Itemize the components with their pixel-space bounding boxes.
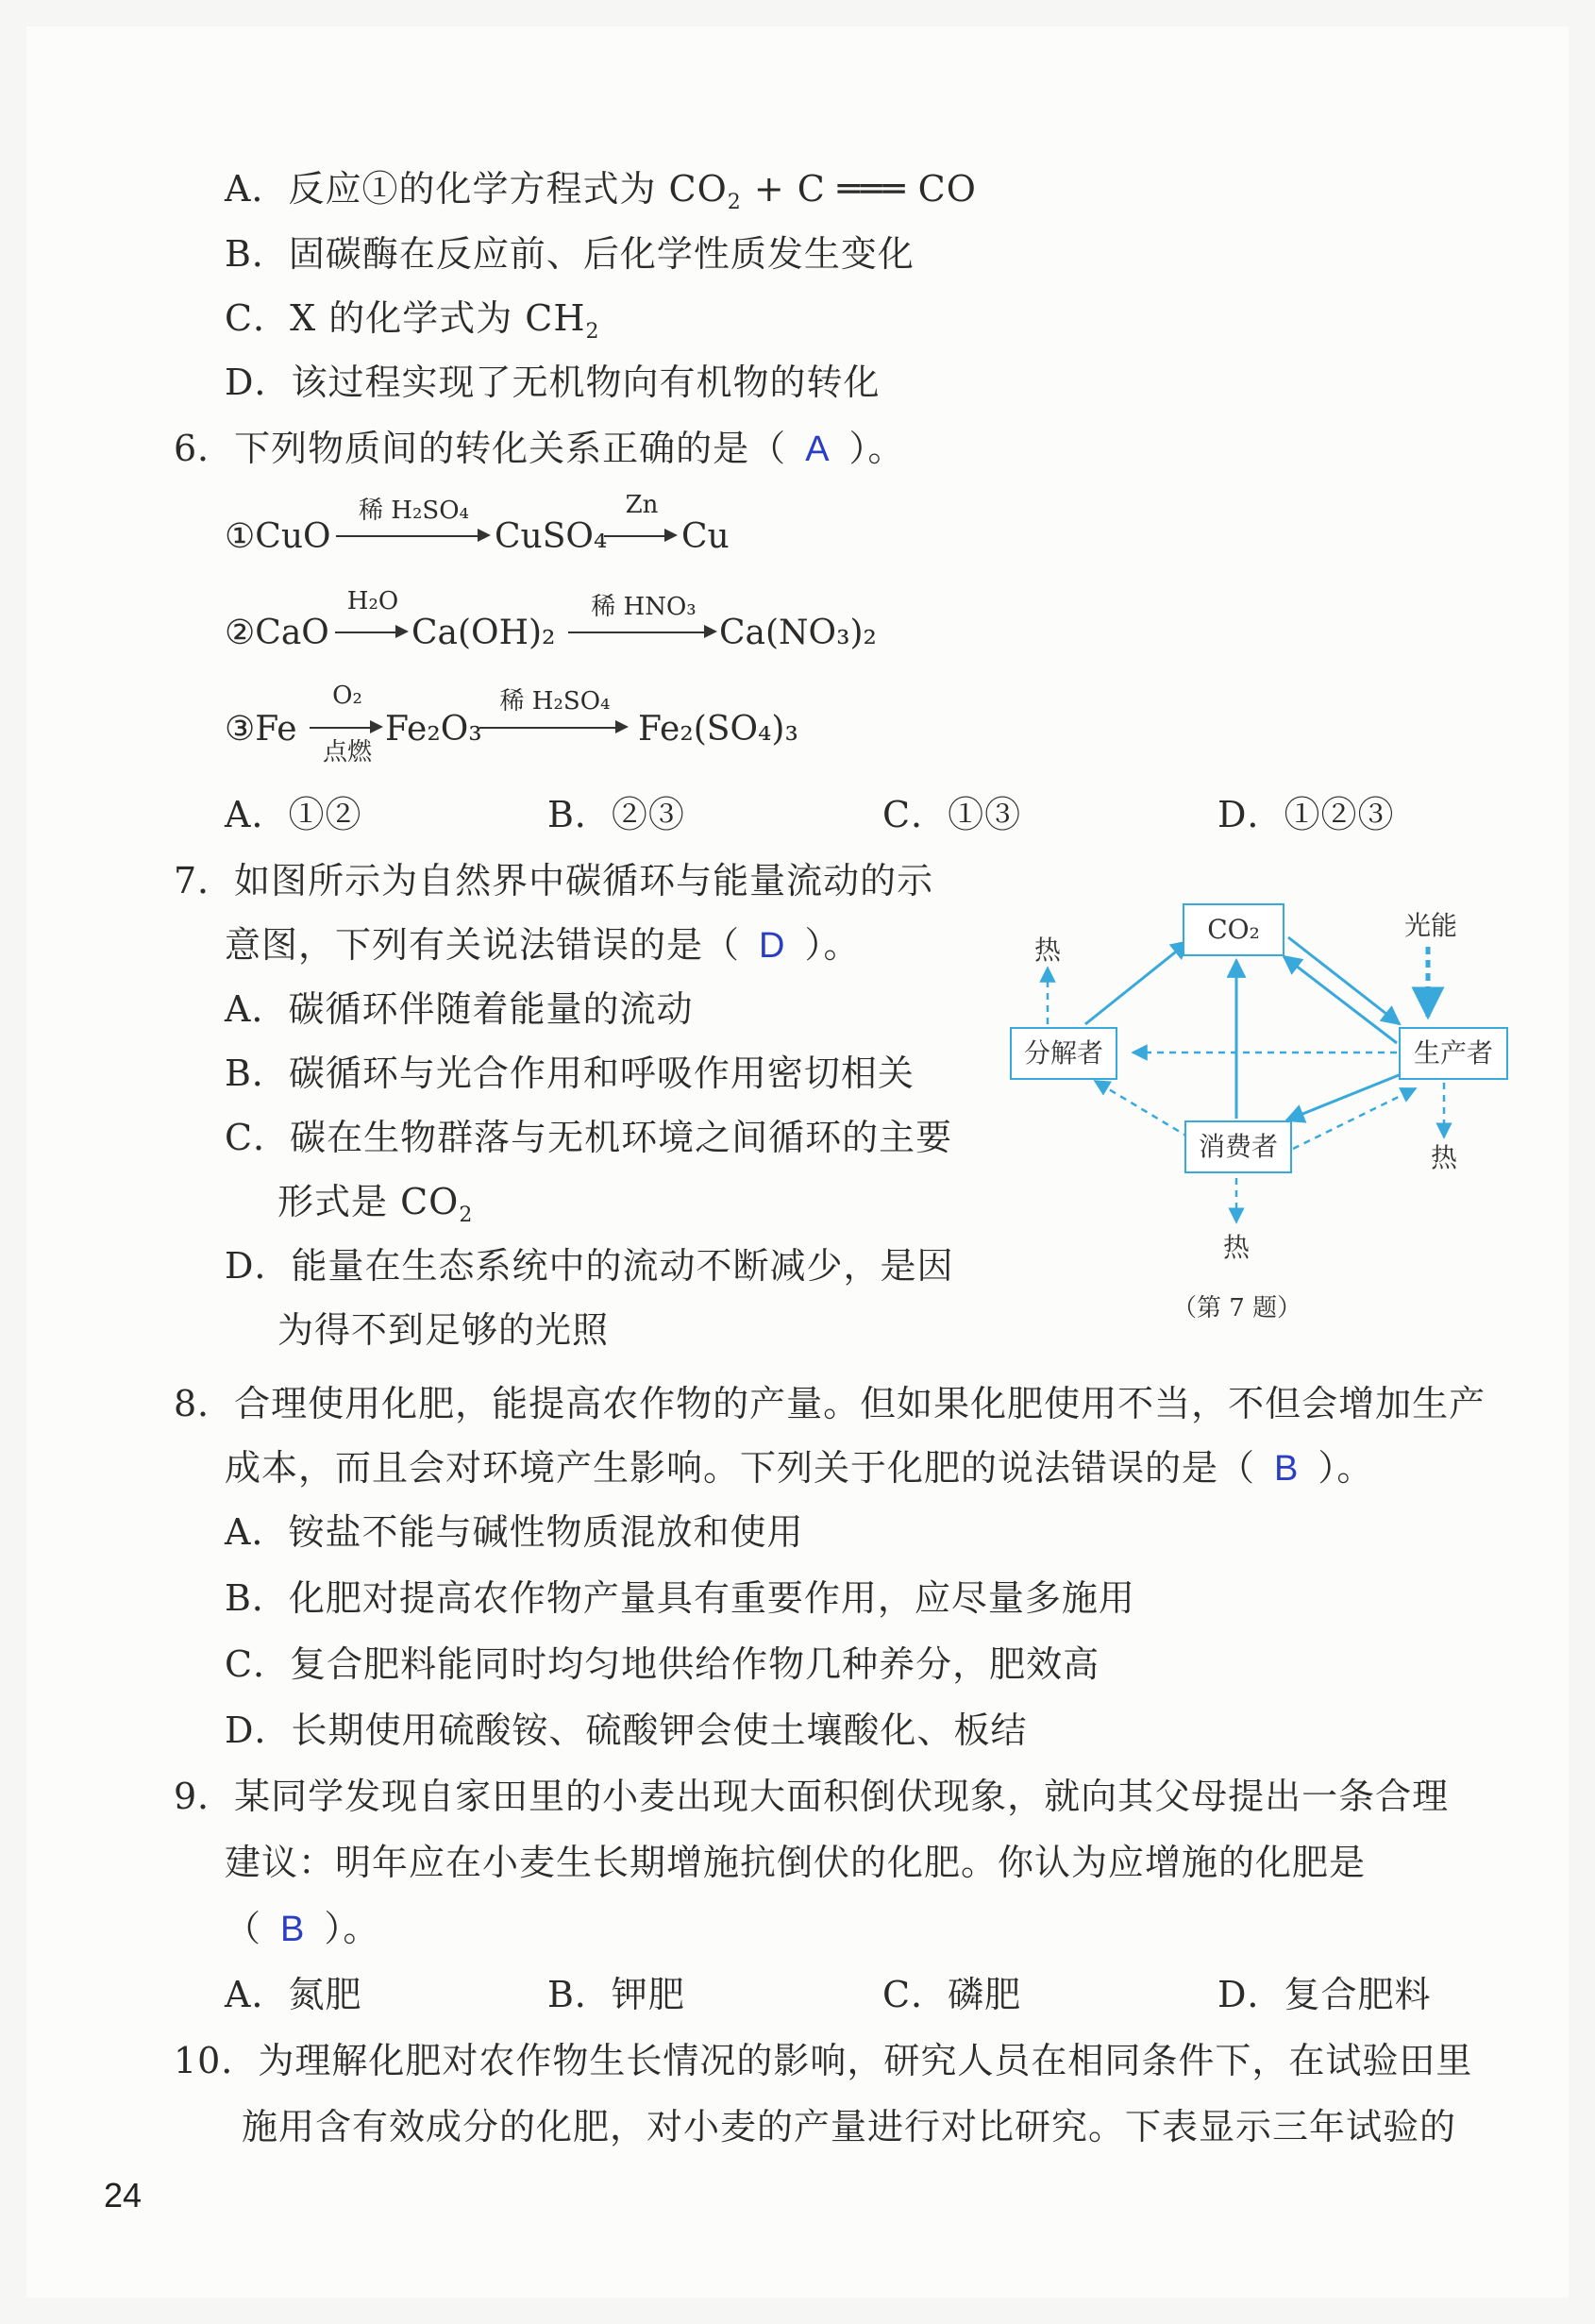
diagram-caption: （第 7 题） xyxy=(1172,1294,1302,1322)
q9-answer: B xyxy=(280,1910,306,1949)
reaction-2-arrow-2 xyxy=(568,587,719,644)
reaction-2-arrow-1-label: H₂O xyxy=(346,587,399,615)
q7-stem-line-1: 7．如图所示为自然界中碳循环与能量流动的示 xyxy=(174,860,934,901)
reaction-1-arrow-1 xyxy=(336,491,492,547)
q8-option-c: C．复合肥料能同时均匀地供给作物几种养分，肥效高 xyxy=(225,1643,1100,1685)
q8-option-d: D．长期使用硫酸铵、硫酸钾会使土壤酸化、板结 xyxy=(225,1709,1028,1751)
decomposer-box: 分解者 xyxy=(1010,1027,1117,1080)
heat-label-producer: 热 xyxy=(1431,1142,1458,1173)
reaction-1-end: Cu xyxy=(681,517,730,556)
q9-option-b: B．钾肥 xyxy=(547,1974,685,2015)
q9-stem-line-2: 建议：明年应在小麦生长期增施抗倒伏的化肥。你认为应增施的化肥是 xyxy=(225,1842,1367,1883)
reaction-3-arrow-1 xyxy=(310,682,385,776)
q8-option-a: A．铵盐不能与碱性物质混放和使用 xyxy=(225,1511,804,1553)
heat-label-decomposer: 热 xyxy=(1034,935,1062,966)
q6-stem: 6．下列物质间的转化关系正确的是（ A ）。 xyxy=(174,428,905,469)
q7-option-c-line-1: C．碳在生物群落与无机环境之间循环的主要 xyxy=(225,1117,953,1158)
q10-stem-line-2: 施用含有效成分的化肥，对小麦的产量进行对比研究。下表显示三年试验的 xyxy=(242,2106,1457,2147)
q5-option-b: B．固碳酶在反应前、后化学性质发生变化 xyxy=(225,233,915,275)
reaction-2-end: Ca(NO₃)₂ xyxy=(719,614,877,652)
q10-stem-line-1: 10．为理解化肥对农作物生长情况的影响，研究人员在相同条件下，在试验田里 xyxy=(174,2040,1473,2081)
q7-option-b: B．碳循环与光合作用和呼吸作用密切相关 xyxy=(225,1053,915,1094)
q7-option-d-line-2: 为得不到足够的光照 xyxy=(277,1309,610,1351)
q7-option-c-line-2: 形式是 $CO_2$ xyxy=(277,1181,474,1227)
q5-option-a: A．反应①的化学方程式为 $CO_2 + C$ ═══ CO xyxy=(225,168,977,214)
q7-option-d-line-1: D．能量在生态系统中的流动不断减少，是因 xyxy=(225,1245,954,1287)
reaction-1-start: ①CuO xyxy=(225,517,331,556)
q7-option-a: A．碳循环伴随着能量的流动 xyxy=(225,988,694,1030)
reaction-1-arrow-1-label: 稀 H₂SO₄ xyxy=(359,497,469,525)
co2-box: CO₂ xyxy=(1183,903,1284,956)
heat-label-consumer: 热 xyxy=(1223,1232,1251,1263)
q8-option-b: B．化肥对提高农作物产量具有重要作用，应尽量多施用 xyxy=(225,1577,1135,1619)
page-number: 24 xyxy=(104,2176,143,2215)
q6-option-c: C．①③ xyxy=(882,794,1022,835)
producer-box: 生产者 xyxy=(1399,1027,1508,1080)
consumer-box: 消费者 xyxy=(1184,1120,1292,1173)
q6-option-d: D．①②③ xyxy=(1217,794,1395,835)
reaction-3-end: Fe₂(SO₄)₃ xyxy=(638,710,798,749)
reaction-1-mid: CuSO₄ xyxy=(495,517,608,556)
q9-option-d: D．复合肥料 xyxy=(1217,1974,1432,2015)
reaction-3-arrow-1-label: O₂ xyxy=(332,682,362,710)
q8-answer: B xyxy=(1274,1449,1300,1489)
q6-answer: A xyxy=(805,429,831,469)
diagram-arrows xyxy=(1000,901,1491,1336)
q7-stem-line-2: 意图，下列有关说法错误的是（ D ）。 xyxy=(225,924,861,966)
q9-stem-line-3: （ B ）。 xyxy=(225,1908,380,1949)
reaction-3-start: ③Fe xyxy=(225,710,297,749)
reaction-3-mid: Fe₂O₃ xyxy=(385,710,482,749)
reaction-3-arrow-1-condition: 点燃 xyxy=(322,738,372,766)
q5-option-c: C．X 的化学式为 $CH_2$ xyxy=(225,297,600,344)
light-energy-label: 光能 xyxy=(1404,910,1458,941)
reaction-2-mid: Ca(OH)₂ xyxy=(411,614,556,652)
q7-answer: D xyxy=(759,926,786,966)
q9-stem-line-1: 9．某同学发现自家田里的小麦出现大面积倒伏现象，就向其父母提出一条合理 xyxy=(174,1776,1450,1817)
q8-stem-line-2: 成本，而且会对环境产生影响。下列关于化肥的说法错误的是（ B ）。 xyxy=(225,1447,1374,1489)
q9-option-c: C．磷肥 xyxy=(882,1974,1022,2015)
q5-option-d: D．该过程实现了无机物向有机物的转化 xyxy=(225,362,881,403)
reaction-2-start: ②CaO xyxy=(225,614,329,652)
carbon-cycle-diagram xyxy=(1000,901,1491,1336)
reaction-2-arrow-2-label: 稀 HNO₃ xyxy=(591,593,697,621)
reaction-3-arrow-2-label: 稀 H₂SO₄ xyxy=(499,687,611,716)
q6-option-a: A．①② xyxy=(225,794,362,835)
reaction-1-arrow-2 xyxy=(604,491,680,547)
q8-stem-line-1: 8．合理使用化肥，能提高农作物的产量。但如果化肥使用不当，不但会增加生产 xyxy=(174,1383,1486,1424)
q6-option-b: B．②③ xyxy=(547,794,685,835)
reaction-2-arrow-1 xyxy=(335,587,411,644)
reaction-1-arrow-2-label: Zn xyxy=(625,491,659,519)
reaction-3-arrow-2 xyxy=(479,682,630,738)
q9-option-a: A．氮肥 xyxy=(225,1974,362,2015)
